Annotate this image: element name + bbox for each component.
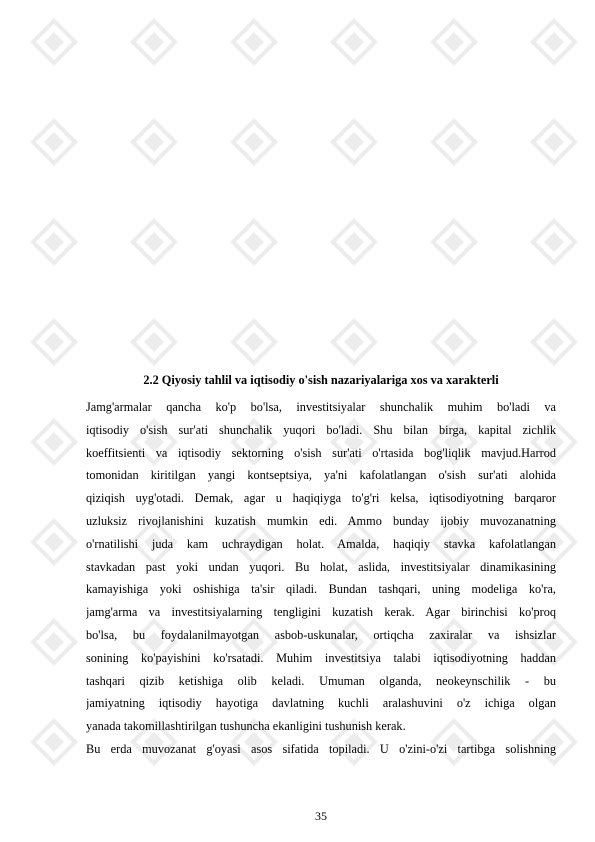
diamond-watermark-icon	[530, 318, 578, 366]
diamond-watermark-icon	[130, 318, 178, 366]
diamond-watermark-icon	[30, 418, 78, 466]
page-number: 35	[315, 809, 327, 823]
body-text	[86, 396, 556, 761]
text-line: tashqari qizib ketishiga olib keladi. Umuman olganda, neokeynschilik - bu	[86, 673, 556, 688]
text-line: sonining ko'payishini ko'rsatadi. Muhim investitsiya talabi iqtisodiyotning haddan	[86, 650, 556, 665]
section-heading: 2.2 Qiyosiy tahlil va iqtisodiy o'sish nazariyalariga xos va xarakterli	[143, 373, 499, 387]
text-line: jamiyatning iqtisodiy hayotiga davlatning kuchli aralashuvini o'z ichiga olgan	[86, 696, 556, 711]
diamond-watermark-icon	[30, 518, 78, 566]
diamond-watermark-icon	[230, 18, 278, 66]
text-line: qiziqish uyg'otadi. Demak, agar u haqiqiyga to'g'ri kelsa, iqtisodiyotning barqaror	[86, 491, 556, 506]
diamond-watermark-icon	[30, 318, 78, 366]
text-line: stavkadan past yoki undan yuqori. Bu holat, aslida, investitsiyalar dinamikasining	[86, 559, 556, 574]
text-line: o'rnatilishi juda kam uchraydigan holat. Amalda, haqiqiy stavka kafolatlangan	[86, 536, 556, 551]
diamond-watermark-icon	[530, 218, 578, 266]
diamond-watermark-icon	[330, 318, 378, 366]
diamond-watermark-icon	[230, 218, 278, 266]
diamond-watermark-icon	[30, 218, 78, 266]
text-line: iqtisodiy o'sish sur'ati shunchalik yuqori bo'ladi. Shu bilan birga, kapital zichlik	[86, 422, 556, 437]
diamond-watermark-icon	[30, 118, 78, 166]
diamond-watermark-icon	[430, 218, 478, 266]
diamond-watermark-icon	[30, 18, 78, 66]
diamond-watermark-icon	[230, 118, 278, 166]
text-line: jamg'arma va investitsiyalarning tengligini kuzatish kerak. Agar birinchisi ko'proq	[86, 605, 556, 620]
text-line: Jamg'armalar qancha ko'p bo'lsa, investitsiyalar shunchalik muhim bo'ladi va	[86, 400, 556, 414]
text-line: tomonidan kiritilgan yangi kontseptsiya, ya'ni kafolatlangan o'sish sur'ati alohida	[86, 468, 556, 483]
diamond-watermark-icon	[430, 118, 478, 166]
text-line: bo'lsa, bu foydalanilmayotgan asbob-uskunalar, ortiqcha zaxiralar va ishsizlar	[86, 627, 556, 642]
diamond-watermark-icon	[530, 18, 578, 66]
diamond-watermark-icon	[30, 718, 78, 766]
text-line: yanada takomillashtirilgan tushuncha ekanligini tushunish kerak.	[86, 719, 406, 734]
text-line: uzluksiz rivojlanishini kuzatish mumkin edi. Ammo bunday ijobiy muvozanatning	[86, 513, 556, 528]
diamond-watermark-icon	[30, 618, 78, 666]
diamond-watermark-icon	[330, 18, 378, 66]
diamond-watermark-icon	[130, 218, 178, 266]
diamond-watermark-icon	[330, 118, 378, 166]
diamond-watermark-icon	[130, 118, 178, 166]
diamond-watermark-icon	[530, 118, 578, 166]
text-line: koeffitsienti va iqtisodiy sektorning o'sish sur'ati o'rtasida bog'liqlik mavjud.Harrod	[86, 445, 556, 460]
diamond-watermark-icon	[230, 318, 278, 366]
diamond-watermark-icon	[430, 18, 478, 66]
text-line: Bu erda muvozanat g'oyasi asos sifatida topiladi. U o'zini-o'zi tartibga solishning	[86, 741, 556, 756]
diamond-watermark-icon	[330, 218, 378, 266]
diamond-watermark-icon	[430, 318, 478, 366]
text-line: kamayishiga yoki oshishiga ta'sir qiladi. Bundan tashqari, uning modeliga ko'ra,	[86, 582, 556, 597]
diamond-watermark-icon	[130, 18, 178, 66]
